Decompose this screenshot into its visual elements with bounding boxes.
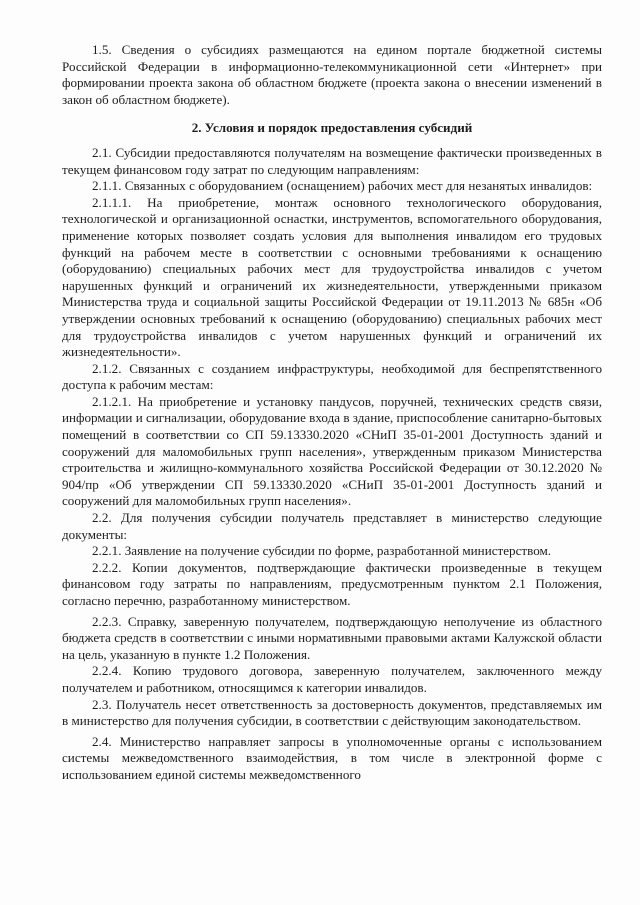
- paragraph-2-4: 2.4. Министерство направляет запросы в уполномоченные органы с использованием системы межведомственного взаимодействия, в том числе в электронной форме с использованием единой системы межведомственного: [62, 733, 602, 782]
- paragraph-2-2: 2.2. Для получения субсидии получатель представляет в министерство следующие документы:: [62, 510, 602, 542]
- document-body: [62, 42, 602, 784]
- paragraph-2-2-2: 2.2.2. Копии документов, подтверждающие фактически произведенные в текущем финансовом году затраты по направлениям, предусмотренным пунктом 2.1 Положения, согласно перечню, разработанному министерством.: [62, 559, 602, 608]
- paragraph-2-1-2-1: 2.1.2.1. На приобретение и установку пандусов, поручней, технических средств связи, информации и сигнализации, оборудование входа в здание, приспособление санитарно-бытовых помещений в соответствии со СП 59.13330.2020 «СНиП 35-01-2001 Доступность зданий и сооружений для маломобильных групп населения», утвержденным приказом Министерства строительства и жилищно-коммунального хозяйства Российской Федерации от 30.12.2020 № 904/пр «Об утверждении СП 59.13330.2020 «СНиП 35-01-2001 Доступность зданий и сооружений для маломобильных групп населения».: [62, 393, 602, 509]
- paragraph-2-2-4: 2.2.4. Копию трудового договора, заверенную получателем, заключенного между получателем и работником, относящимся к категории инвалидов.: [62, 663, 602, 695]
- paragraph-2-2-3: 2.2.3. Справку, заверенную получателем, подтверждающую неполучение из областного бюджета средств в соответствии с иными нормативными правовыми актами Калужской области на цель, указанную в пункте 1.2 Положения.: [62, 613, 602, 662]
- paragraph-2-2-1: 2.2.1. Заявление на получение субсидии по форме, разработанной министерством.: [92, 543, 552, 559]
- paragraph-2-3: 2.3. Получатель несет ответственность за достоверность документов, представляемых им в министерство для получения субсидии, в соответствии с действующим законодательством.: [62, 696, 602, 729]
- paragraph-1-5: 1.5. Сведения о субсидиях размещаются на едином портале бюджетной системы Российской Федерации в информационно-телекоммуникационной сети «Интернет» при формировании проекта закона об областном бюджете (проекта закона о внесении изменений в закон об областном бюджете).: [62, 42, 602, 107]
- paragraph-2-1-1: 2.1.1. Связанных с оборудованием (оснащением) рабочих мест для незанятых инвалидов:: [92, 178, 593, 194]
- paragraph-2-1-1-1: 2.1.1.1. На приобретение, монтаж основного технологического оборудования, технологической и организационной оснастки, инструментов, вспомогательного оборудования, применение которых позволяет создать условия для выполнения инвалидом его трудовых функций на рабочем месте в соответствии с основными требованиями к оснащению (оборудованию) специальных рабочих мест для трудоустройства инвалидов с учетом нарушенных функций и ограничений их жизнедеятельности, утвержденными приказом Министерства труда и социальной защиты Российской Федерации от 19.11.2013 № 685н «Об утверждении основных требований к оснащению (оборудованию) специальных рабочих мест для трудоустройства инвалидов с учетом нарушенных функций и ограничений их жизнедеятельности».: [62, 194, 602, 360]
- paragraph-2-1: 2.1. Субсидии предоставляются получателям на возмещение фактически произведенных в текущем финансовом году затрат по следующим направлениям:: [62, 144, 602, 177]
- paragraph-2-1-2: 2.1.2. Связанных с созданием инфраструктуры, необходимой для беспрепятственного доступа к рабочим местам:: [62, 360, 602, 393]
- section-heading-2: 2. Условия и порядок предоставления субсидий: [191, 120, 473, 136]
